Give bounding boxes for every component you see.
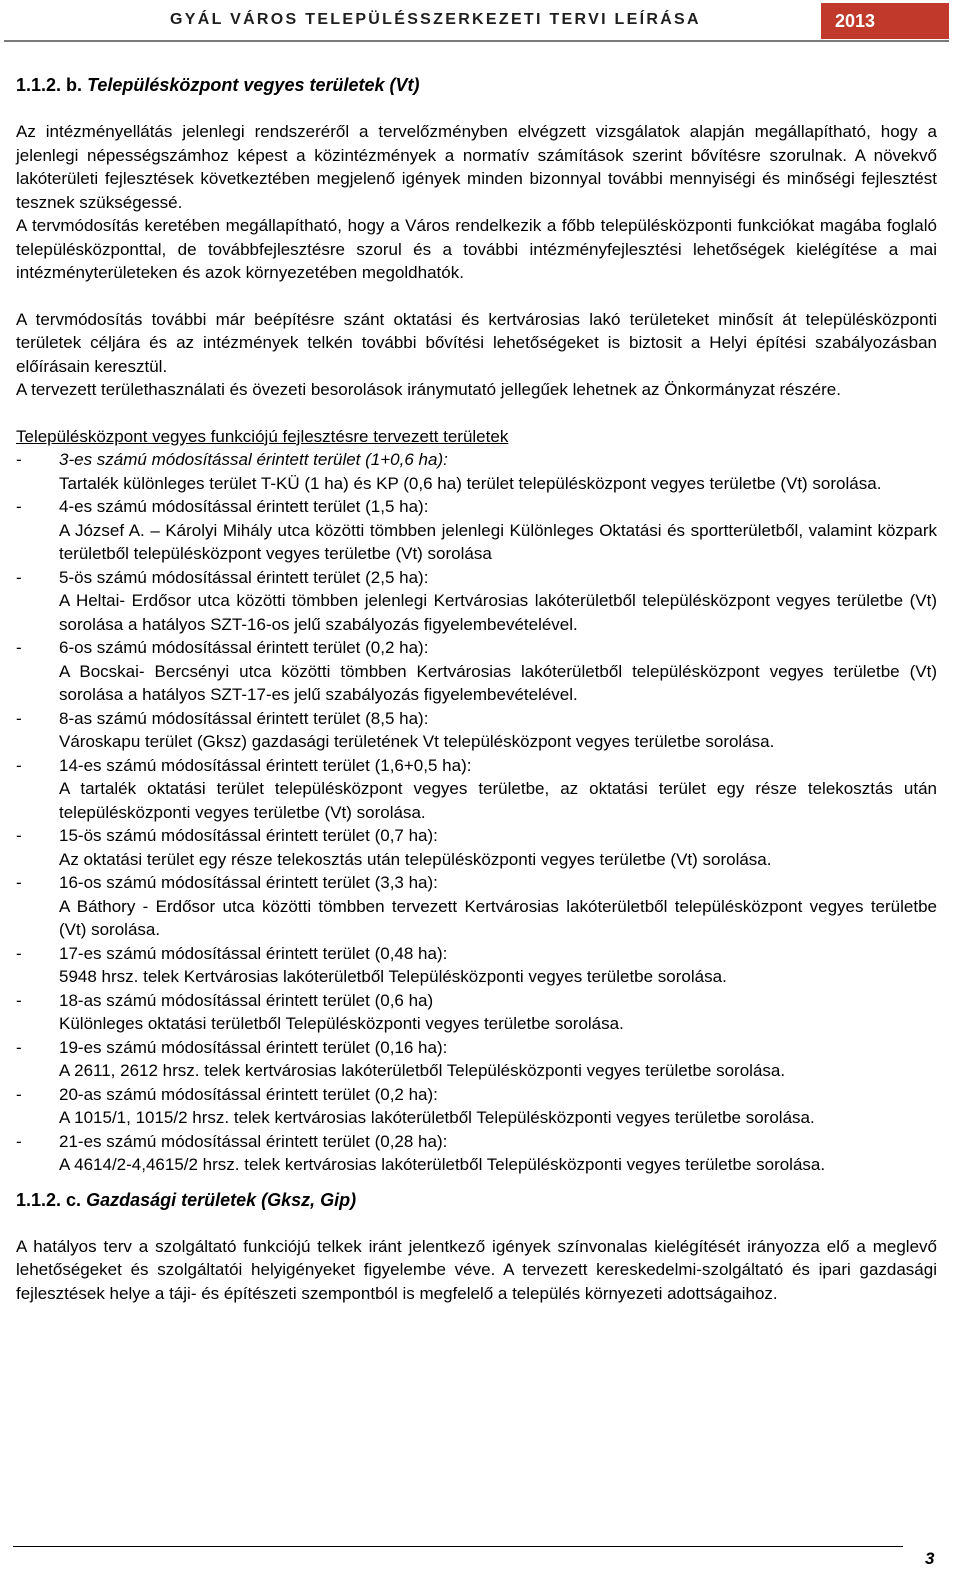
item-description: A 4614/2-4,4615/2 hrsz. telek kertvárosias lakóterületből Településközponti vegyes területbe sorolása. (59, 1155, 826, 1174)
list-item (16, 942, 937, 989)
paragraph: A tervmódosítás további már beépítésre szánt oktatási és kertvárosias lakó területeket minősít át településközponti területek céljára és az intézmények telkén további bővítési lehetőségeket is biztosit a Helyi építési szabályozásban előírásain keresztül. (16, 309, 937, 376)
list-heading: Településközpont vegyes funkciójú fejlesztésre tervezett területek (16, 426, 509, 446)
list-bullet: - (16, 450, 22, 469)
item-title: 4-es számú módosítással érintett terület (1,5 ha): (59, 497, 429, 516)
list-bullet: - (16, 567, 22, 587)
section-title: Településközpont vegyes területek (Vt) (87, 75, 420, 95)
section-heading-gksz (16, 1188, 937, 1212)
item-title: 20-as számú módosítással érintett terület (0,2 ha): (59, 1084, 438, 1104)
list-item (16, 448, 937, 495)
item-description: 5948 hrsz. telek Kertvárosias lakóterületből Településközponti vegyes területbe sorolása. (59, 967, 727, 986)
section-number: 1.1.2. c. (16, 1189, 82, 1210)
paragraph: Az intézményellátás jelenlegi rendszeréről a tervelőzményben elvégzett vizsgálatok alapján megállapítható, hogy a jelenlegi népességszámhoz képest a közintézmények a normatív számítások szerint bővítésre szorulnak. A növekvő lakóterületi fejlesztések következtében megjelenő igények minden bizonnyal további mennyiségi és minőségi fejlesztést tesznek szükségessé. (16, 122, 937, 212)
item-description: A 2611, 2612 hrsz. telek kertvárosias lakóterületből Településközponti vegyes területbe sorolása. (59, 1061, 786, 1080)
item-title: 18-as számú módosítással érintett terület (0,6 ha) (59, 990, 434, 1010)
section-heading-vt (16, 73, 937, 97)
list-item (16, 1130, 937, 1177)
list-bullet: - (16, 943, 22, 963)
document-title: GYÁL VÁROS TELEPÜLÉSSZERKEZETI TERVI LEÍRÁSA (170, 11, 701, 28)
list-bullet: - (16, 708, 22, 728)
item-title: 16-os számú módosítással érintett terület (3,3 ha): (59, 873, 438, 892)
item-title: 19-es számú módosítással érintett terület (0,16 ha): (59, 1037, 448, 1057)
item-description: A tartalék oktatási terület településközpont vegyes területbe, az oktatási terület egy része telekosztás után településközponti vegyes területbe (Vt) sorolása. (59, 779, 937, 822)
list-bullet: - (16, 638, 22, 657)
item-title: 15-ös számú módosítással érintett terület (0,7 ha): (59, 826, 438, 845)
list-item (16, 1083, 937, 1130)
page-content (16, 73, 937, 1305)
item-title: 14-es számú módosítással érintett terület (1,6+0,5 ha): (59, 755, 472, 775)
item-description: Városkapu terület (Gksz) gazdasági területének Vt településközpont vegyes területbe sorolása. (59, 732, 775, 751)
list-bullet: - (16, 497, 22, 516)
footer-divider (13, 1546, 903, 1547)
item-title: 5-ös számú módosítással érintett terület (2,5 ha): (59, 567, 429, 587)
item-title: 17-es számú módosítással érintett terület (0,48 ha): (59, 943, 448, 963)
item-description: A József A. – Károlyi Mihály utca közötti tömbben jelenlegi Különleges Oktatási és sportterületből, valamint közpark területből településközpont vegyes területbe (Vt) sorolása (59, 520, 937, 563)
list-item (16, 1036, 937, 1083)
item-description: A Báthory - Erdősor utca közötti tömbben tervezett Kertvárosias lakóterületből településközpont vegyes területbe (Vt) sorolása. (59, 896, 937, 939)
section-title: Gazdasági területek (Gksz, Gip) (86, 1189, 357, 1210)
item-title: 8-as számú módosítással érintett terület (8,5 ha): (59, 708, 429, 728)
item-title: 3-es számú módosítással érintett terület (1+0,6 ha): (59, 450, 448, 469)
list-item (16, 636, 937, 707)
year-badge: 2013 (821, 3, 949, 39)
list-bullet: - (16, 826, 22, 845)
list-item (16, 824, 937, 871)
item-title: 6-os számú módosítással érintett terület (0,2 ha): (59, 638, 429, 657)
page-header (0, 0, 960, 42)
list-bullet: - (16, 1084, 22, 1104)
list-item (16, 989, 937, 1036)
section-number: 1.1.2. b. (16, 75, 83, 95)
item-description: Tartalék különleges terület T-KÜ (1 ha) és KP (0,6 ha) terület településközpont vegyes területbe (Vt) sorolása. (59, 473, 882, 493)
list-item (16, 566, 937, 637)
item-description: Az oktatási terület egy része telekosztás után településközponti vegyes területbe (Vt) sorolása. (59, 849, 772, 869)
list-item (16, 871, 937, 942)
list-bullet: - (16, 1037, 22, 1057)
list-bullet: - (16, 755, 22, 775)
item-description: Különleges oktatási területből Településközponti vegyes területbe sorolása. (59, 1014, 624, 1033)
paragraph: A tervezett területhasználati és övezeti besorolások iránymutató jellegűek lehetnek az Önkormányzat részére. (16, 380, 841, 399)
paragraph: A hatályos terv a szolgáltató funkciójú telkek iránt jelentkező igények színvonalas kielégítését irányozza elő a meglevő lehetőségeket és szolgáltatói helyigényeket figyelembe véve. A tervezett kereskedelmi-szolgáltató és ipari gazdasági fejlesztések helye a táji- és építészeti szempontból is megfelelő a település környezeti adottságaihoz. (16, 1236, 937, 1303)
list-item (16, 495, 937, 566)
header-divider (4, 40, 949, 42)
item-title: 21-es számú módosítással érintett terület (0,28 ha): (59, 1131, 448, 1151)
list-item (16, 754, 937, 825)
list-bullet: - (16, 873, 22, 892)
area-list (16, 448, 937, 1177)
item-description: A Heltai- Erdősor utca közötti tömbben jelenlegi Kertvárosias lakóterületből településközpont vegyes területbe (Vt) sorolása a hatályos SZT-16-os jelű szabályozás figyelembevételével. (59, 591, 937, 634)
list-bullet: - (16, 990, 22, 1010)
item-description: A 1015/1, 1015/2 hrsz. telek kertvárosias lakóterületből Településközponti vegyes területbe sorolása. (59, 1108, 815, 1127)
list-bullet: - (16, 1131, 22, 1151)
paragraph: A tervmódosítás keretében megállapítható, hogy a Város rendelkezik a főbb településközponti funkciókat magába foglaló településközponttal, de továbbfejlesztésre szorul és a további intézményfejlesztési lehetőségek kielégítése a mai intézményterületeken és azok környezetében megoldhatók. (16, 216, 937, 282)
page-number: 3 (925, 1549, 935, 1568)
item-description: A Bocskai- Bercsényi utca közötti tömbben Kertvárosias lakóterületből településközpont vegyes területbe (Vt) sorolása a hatályos SZT-17-es jelű szabályozás figyelembevételével. (59, 661, 937, 704)
list-item (16, 707, 937, 754)
